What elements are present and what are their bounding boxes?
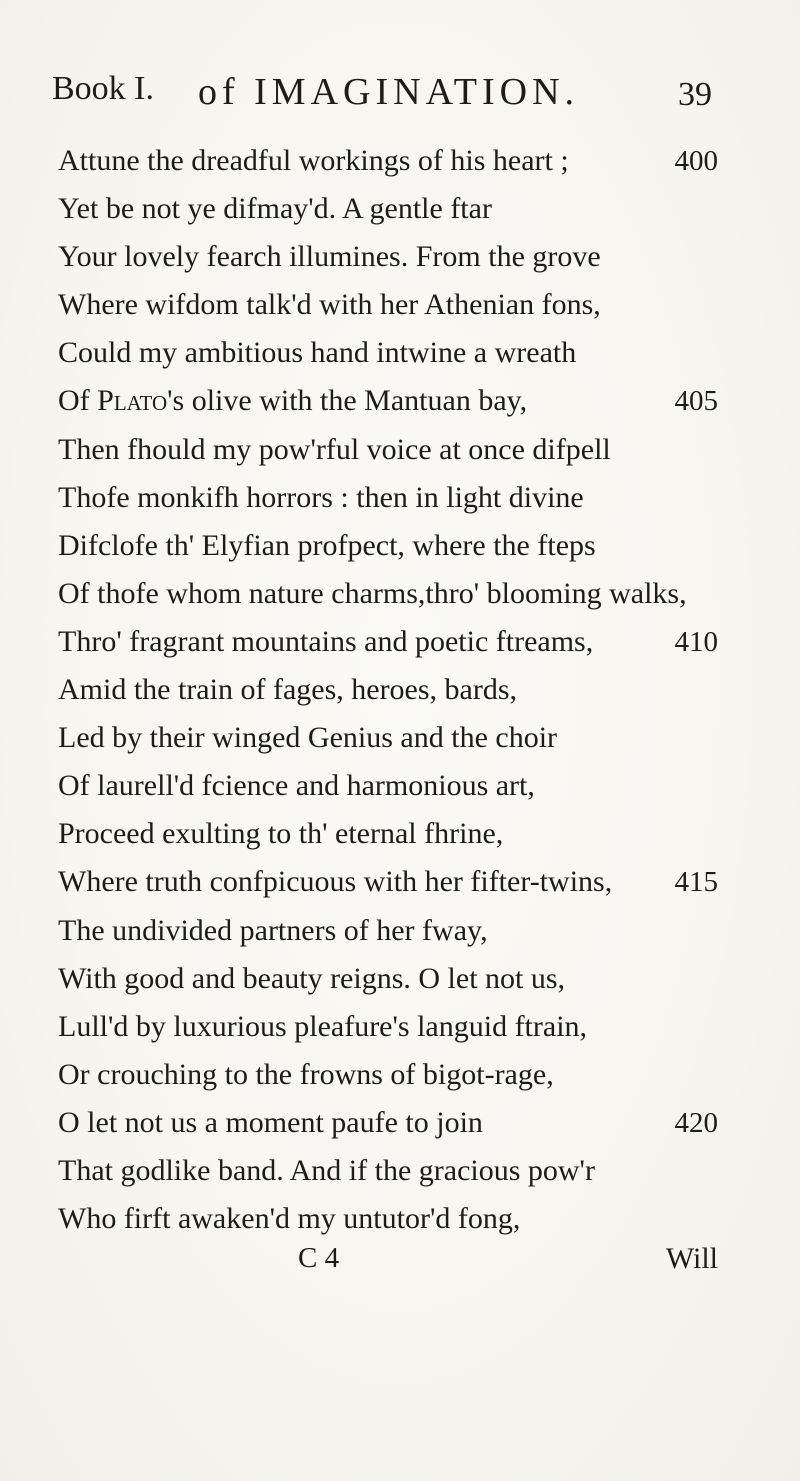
verse-line (58, 1003, 718, 1051)
verse-line (58, 522, 718, 570)
verse-text: Difclofe th' Elyfian profpect, where the fteps (58, 528, 596, 562)
verse-line (58, 474, 718, 522)
verse-line (58, 618, 718, 666)
page-footer (58, 1242, 718, 1286)
poem-text (58, 137, 718, 1243)
verse-text: That godlike band. And if the gracious pow'r (58, 1153, 595, 1187)
running-title: of IMAGINATION. (198, 71, 580, 113)
line-number: 420 (674, 1106, 718, 1139)
verse-line (58, 1195, 718, 1243)
verse-line (58, 281, 718, 329)
verse-text: Where truth confpicuous with her fifter-twins, (58, 865, 613, 899)
verse-text: Of thofe whom nature charms,thro' blooming walks, (58, 576, 687, 610)
verse-line (58, 185, 718, 233)
verse-line (58, 426, 718, 474)
verse-line (58, 714, 718, 762)
verse-text: Could my ambitious hand intwine a wreath (58, 336, 577, 370)
verse-line (58, 1099, 718, 1147)
verse-text: Or crouching to the frowns of bigot-rage, (58, 1057, 554, 1091)
line-number: 400 (674, 145, 718, 177)
running-header (52, 70, 712, 120)
verse-line (58, 1147, 718, 1195)
verse-line (58, 810, 718, 858)
book-number: Book I. (52, 70, 154, 107)
verse-line (58, 233, 718, 281)
verse-text: Thofe monkifh horrors : then in light divine (58, 480, 584, 514)
verse-line (58, 762, 718, 810)
verse-text: The undivided partners of her fway, (58, 913, 488, 947)
verse-text: Lull'd by luxurious pleafure's languid ftrain, (58, 1009, 588, 1043)
verse-line (58, 666, 718, 714)
line-number: 405 (674, 385, 718, 418)
verse-text: Attune the dreadful workings of his heart ; (58, 144, 569, 177)
page-number: 39 (678, 76, 712, 113)
verse-line (58, 377, 718, 425)
verse-text: Then fhould my pow'rful voice at once difpell (58, 432, 611, 466)
verse-text: With good and beauty reigns. O let not us, (58, 961, 566, 995)
verse-text: Thro' fragrant mountains and poetic ftreams, (58, 624, 594, 658)
verse-line (58, 955, 718, 1003)
line-number: 415 (674, 866, 718, 899)
verse-line (58, 858, 718, 906)
verse-line (58, 907, 718, 955)
verse-text: Proceed exulting to th' eternal fhrine, (58, 817, 504, 851)
verse-text: Where wifdom talk'd with her Athenian fons, (58, 288, 601, 322)
signature-mark: C 4 (298, 1242, 340, 1274)
verse-text: Yet be not ye difmay'd. A gentle ftar (58, 192, 492, 226)
verse-text: Who firft awaken'd my untutor'd fong, (58, 1202, 521, 1236)
verse-line (58, 329, 718, 377)
verse-text: Of laurell'd fcience and harmonious art, (58, 769, 535, 803)
verse-text: O let not us a moment paufe to join (58, 1105, 483, 1139)
line-number: 410 (674, 625, 718, 658)
verse-text: Of Plato's olive with the Mantuan bay, (58, 384, 528, 418)
verse-text: Led by their winged Genius and the choir (58, 721, 558, 755)
verse-text: Your lovely fearch illumines. From the grove (58, 240, 601, 274)
verse-text: Amid the train of fages, heroes, bards, (58, 673, 518, 707)
catchword: Will (665, 1242, 718, 1275)
verse-line (58, 570, 718, 618)
verse-line (58, 137, 718, 185)
verse-line (58, 1051, 718, 1099)
